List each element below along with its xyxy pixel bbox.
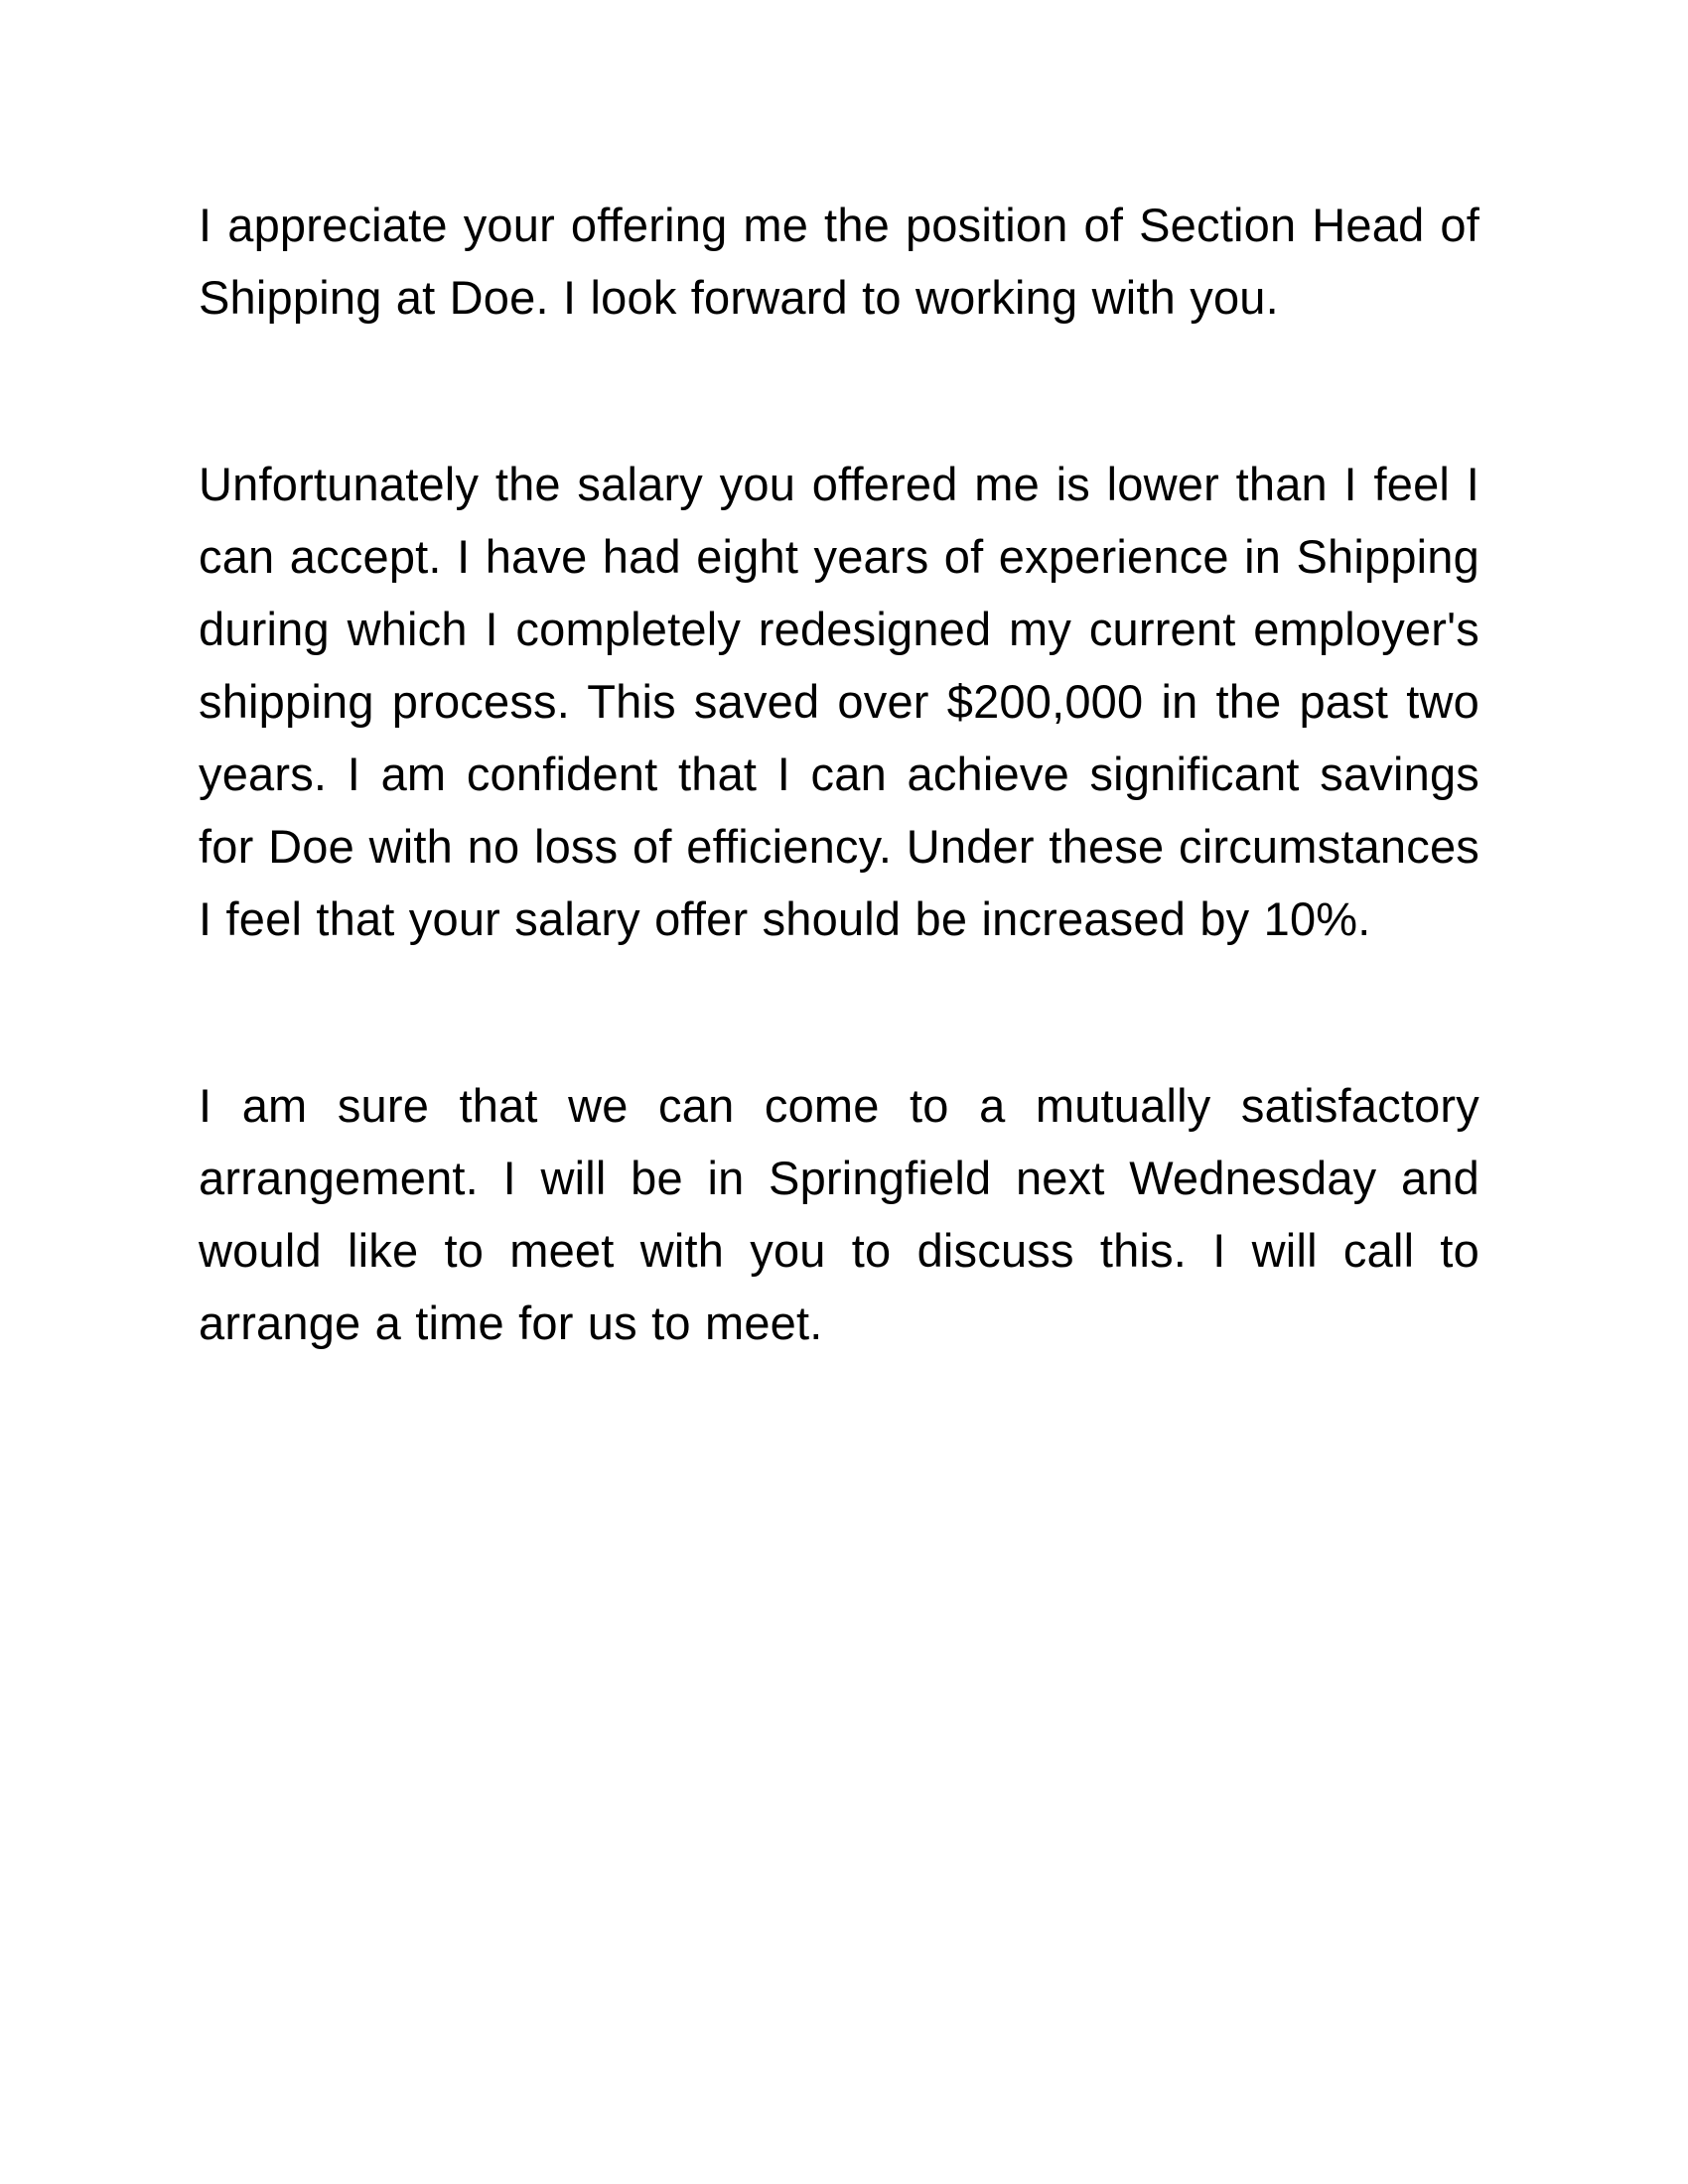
- paragraph-offer-appreciation: I appreciate your offering me the position of Section Head of Shipping at Doe. I look forward to working with you.: [199, 199, 1479, 324]
- paragraph-meeting-request: I am sure that we can come to a mutually satisfactory arrangement. I will be in Springfield next Wednesday and would like to meet with you to discuss this. I will call to arrange a time for us to meet.: [199, 1079, 1479, 1349]
- paragraph-salary-negotiation: Unfortunately the salary you offered me is lower than I feel I can accept. I have had eight years of experience in Shipping during which I completely redesigned my current employer's shipping process. This saved over $200,000 in the past two years. I am confident that I can achieve significant savings for Doe with no loss of efficiency. Under these circumstances I feel that your salary offer should be increased by 10%.: [199, 458, 1479, 945]
- letter-body: [199, 189, 1479, 1359]
